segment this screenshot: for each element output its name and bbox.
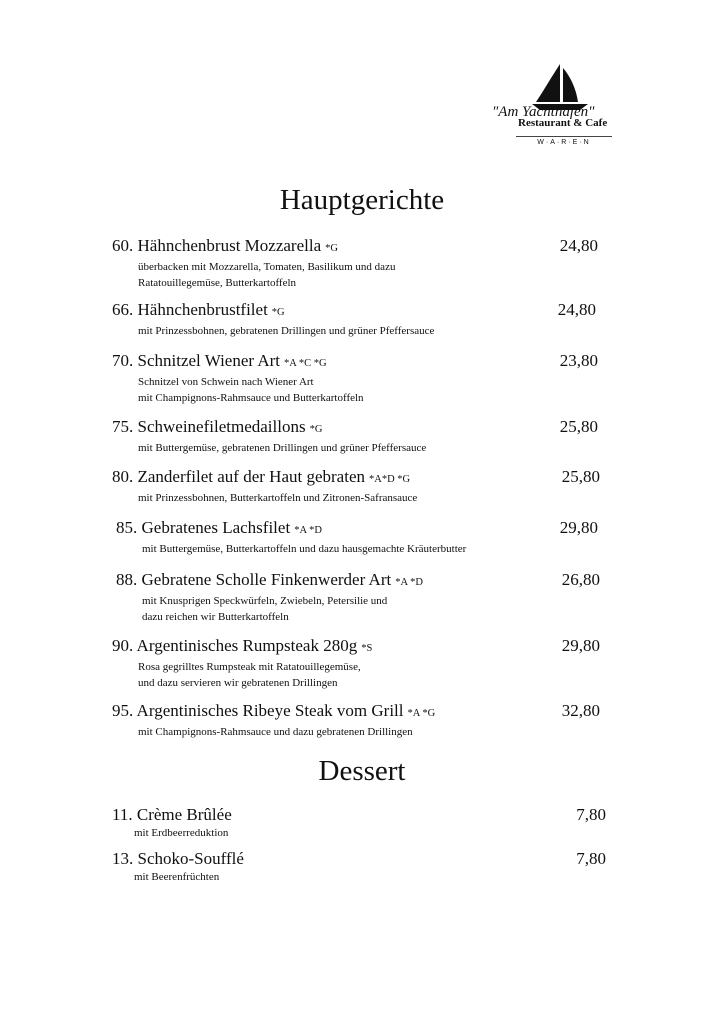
menu-item-price: 24,80 [559,236,598,255]
menu-item-name: 13. Schoko-Soufflé [112,849,244,868]
menu-item [116,518,466,557]
menu-item [112,417,426,456]
menu-item [112,849,244,885]
menu-item-description: überbacken mit Mozzarella, Tomaten, Basilikum und dazu [138,261,396,273]
restaurant-logo [492,62,648,154]
menu-item-name: 90. Argentinisches Rumpsteak 280g [112,636,358,655]
allergen-tags: *A *D [395,577,423,588]
menu-item-name: 11. Crème Brûlée [112,805,232,824]
menu-item [112,467,417,506]
allergen-tags: *A *D [294,525,322,536]
allergen-tags: *A*D *G [369,474,411,485]
menu-item-name: 85. Gebratenes Lachsfilet [116,518,291,537]
allergen-tags: *A *C *G [284,358,327,369]
menu-item-description: und dazu servieren wir gebratenen Drillingen [138,677,338,689]
logo-script-text: "Am Yachthafen" [492,104,595,120]
menu-item-name: 75. Schweinefiletmedaillons [112,417,306,436]
menu-item [112,351,364,406]
menu-item-description: Ratatouillegemüse, Butterkartoffeln [138,277,297,289]
menu-item [112,701,435,740]
menu-item-description: mit Erdbeerreduktion [134,827,229,839]
menu-item-title [112,300,434,323]
menu-item-description: mit Prinzessbohnen, gebratenen Drillingen und grüner Pfeffersauce [138,325,435,337]
menu-item-name: 88. Gebratene Scholle Finkenwerder Art [116,570,392,589]
menu-item-name: 70. Schnitzel Wiener Art [112,351,281,370]
menu-item-title [112,805,232,825]
menu-item-title [112,701,435,724]
menu-item-description: mit Prinzessbohnen, Butterkartoffeln und Zitronen-Safransauce [138,492,418,504]
menu-item-title [116,518,466,541]
menu-item-description: mit Beerenfrüchten [134,871,220,883]
menu-item-price: 24,80 [557,300,596,319]
menu-item-description: mit Champignons-Rahmsauce und Butterkartoffeln [138,392,364,404]
menu-item-title [112,467,417,490]
allergen-tags: *G [309,424,323,435]
menu-item-description: Rosa gegrilltes Rumpsteak mit Ratatouillegemüse, [138,661,361,673]
logo-city: W·A·R·E·N [516,136,612,146]
menu-item [112,236,395,291]
menu-item [112,805,232,841]
allergen-tags: *G [325,243,338,254]
allergen-tags: *A *G [407,708,436,719]
menu-item-price: 29,80 [559,518,598,537]
menu-item-description: mit Buttergemüse, Butterkartoffeln und dazu hausgemachte Kräuterbutter [142,543,467,555]
menu-item-title [112,351,364,374]
menu-item-title [112,636,372,659]
menu-item-price: 25,80 [559,417,598,436]
logo-subtitle: Restaurant & Cafe [518,117,608,129]
menu-item-price: 25,80 [561,467,600,486]
menu-item-description: mit Buttergemüse, gebratenen Drillingen und grüner Pfeffersauce [138,442,427,454]
menu-item-title [112,417,426,440]
menu-item-description: dazu reichen wir Butterkartoffeln [142,611,289,623]
allergen-tags: *G [271,307,285,318]
allergen-tags: *S [361,643,373,654]
menu-item-price: 32,80 [561,701,600,720]
menu-item-description: Schnitzel von Schwein nach Wiener Art [138,376,314,388]
menu-item-price: 7,80 [576,805,606,824]
menu-item-description: mit Champignons-Rahmsauce und dazu gebratenen Drillingen [138,726,413,738]
menu-item-name: 60. Hähnchenbrust Mozzarella [112,236,322,255]
menu-item-name: 66. Hähnchenbrustfilet [112,300,268,319]
section-title-dessert: Dessert [318,755,406,787]
menu-item-title [116,570,423,593]
menu-item-title [112,849,244,869]
section-title-main: Hauptgerichte [279,184,445,216]
menu-item [112,300,434,339]
menu-item-title [112,236,395,259]
menu-item [116,570,423,625]
menu-item-description: mit Knusprigen Speckwürfeln, Zwiebeln, Petersilie und [142,595,388,607]
menu-item-price: 26,80 [561,570,600,589]
menu-item-price: 29,80 [561,636,600,655]
menu-item-name: 80. Zanderfilet auf der Haut gebraten [112,467,365,486]
menu-item-name: 95. Argentinisches Ribeye Steak vom Grill [112,701,404,720]
menu-item-price: 7,80 [576,849,606,868]
menu-item [112,636,372,691]
menu-item-price: 23,80 [559,351,598,370]
